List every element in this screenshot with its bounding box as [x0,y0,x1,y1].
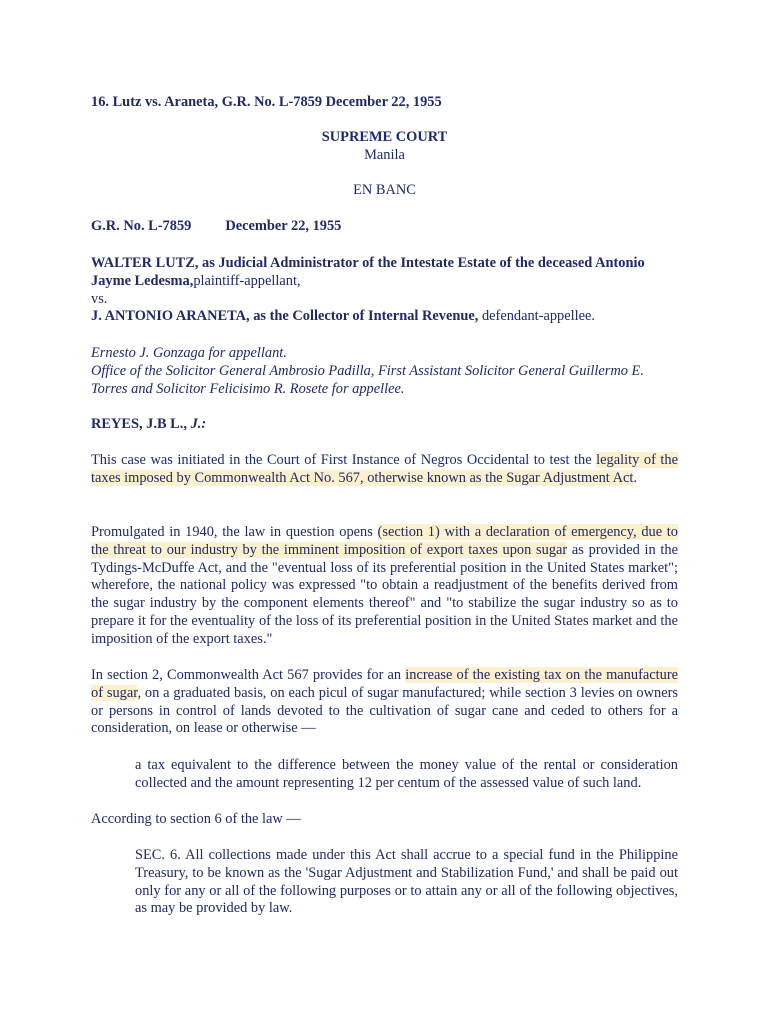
defendant-name: J. ANTONIO ARANETA, as the Collector of Internal Revenue, [91,308,479,325]
paragraph-2-text: Promulgated in 1940, the law in question opens [91,524,378,540]
paragraph-4: According to section 6 of the law — [91,811,301,827]
case-number-line [91,218,678,236]
appellant-counsel: Ernesto J. Gonzaga for appellant. [91,345,287,361]
paragraph-1 [91,452,678,488]
plaintiff-role: plaintiff-appellant, [193,272,301,289]
paragraph-3-text: In section 2, Commonwealth Act 567 provides for an [91,667,406,683]
paragraph-2 [91,524,678,649]
court-division: EN BANC [353,182,416,198]
paragraph-3-end: , on a graduated basis, on each picul of sugar manufactured; while section 3 levies on owners or persons in control of lands devoted to the cultivation of sugar cane and ceded to others for a consideration, on lease or otherwise — [91,684,678,737]
counsel-block [91,345,678,398]
highlight-2[interactable]: (section 1) with a declaration of emergency, due to the threat to our industry by the imminent imposition of export taxes upon sugar [91,524,678,558]
paragraph-3 [91,667,678,738]
ponente-name: REYES, J.B L., [91,416,191,432]
gr-number: G.R. No. L-7859 [91,218,192,234]
block-quote-2: SEC. 6. All collections made under this Act shall accrue to a special fund in the Philippine Treasury, to be known as the 'Sugar Adjustment and Stabilization Fund,' and shall be paid out only for any or all of the following purposes or to attain any or all of the following objectives, as may be provided by law. [135,847,678,917]
document-title: 16. Lutz vs. Araneta, G.R. No. L-7859 December 22, 1955 [91,94,442,110]
paragraph-2-end: as provided in the Tydings-McDuffe Act, and the "eventual loss of its preferential position in the United States market"; wherefore, the national policy was expressed "to obtain a readjustment of the benefits derived from the sugar industry by the component elements thereof" and "to stabilize the sugar industry so as to prepare it for the eventuality of the loss of its preferential position in the United States market and the imposition of the export taxes." [91,541,678,647]
highlight-3[interactable]: increase of the existing tax on the manufacture of sugar [91,667,679,701]
court-name: SUPREME COURT [321,129,448,145]
block-quote-1: a tax equivalent to the difference between the money value of the rental or consideration collected and the amount representing 12 per centum of the assessed value of such land. [135,757,678,791]
versus-text: vs. [91,290,108,307]
paragraph-1-text: This case was initiated in the Court of First Instance of Negros Occidental to test the [91,452,597,468]
ponente [91,416,678,434]
appellee-counsel: Office of the Solicitor General Ambrosio Padilla, First Assistant Solicitor General Guillermo E. Torres and Solicitor Felicisimo R. Rosete for appellee. [91,362,644,397]
defendant-role: defendant-appellee. [478,308,596,325]
court-city: Manila [364,147,405,163]
ponente-suffix: J.: [190,416,207,432]
paragraph-1-end: . [633,469,637,486]
case-parties [91,255,678,326]
plaintiff-name: WALTER LUTZ, as Judicial Administrator of the Intestate Estate of the deceased Antonio Jayme Ledesma, [91,255,645,289]
decision-date: December 22, 1955 [225,218,342,234]
highlight-1[interactable]: legality of the taxes imposed by Commonwealth Act No. 567, otherwise known as the Sugar Adjustment Act [91,452,678,486]
